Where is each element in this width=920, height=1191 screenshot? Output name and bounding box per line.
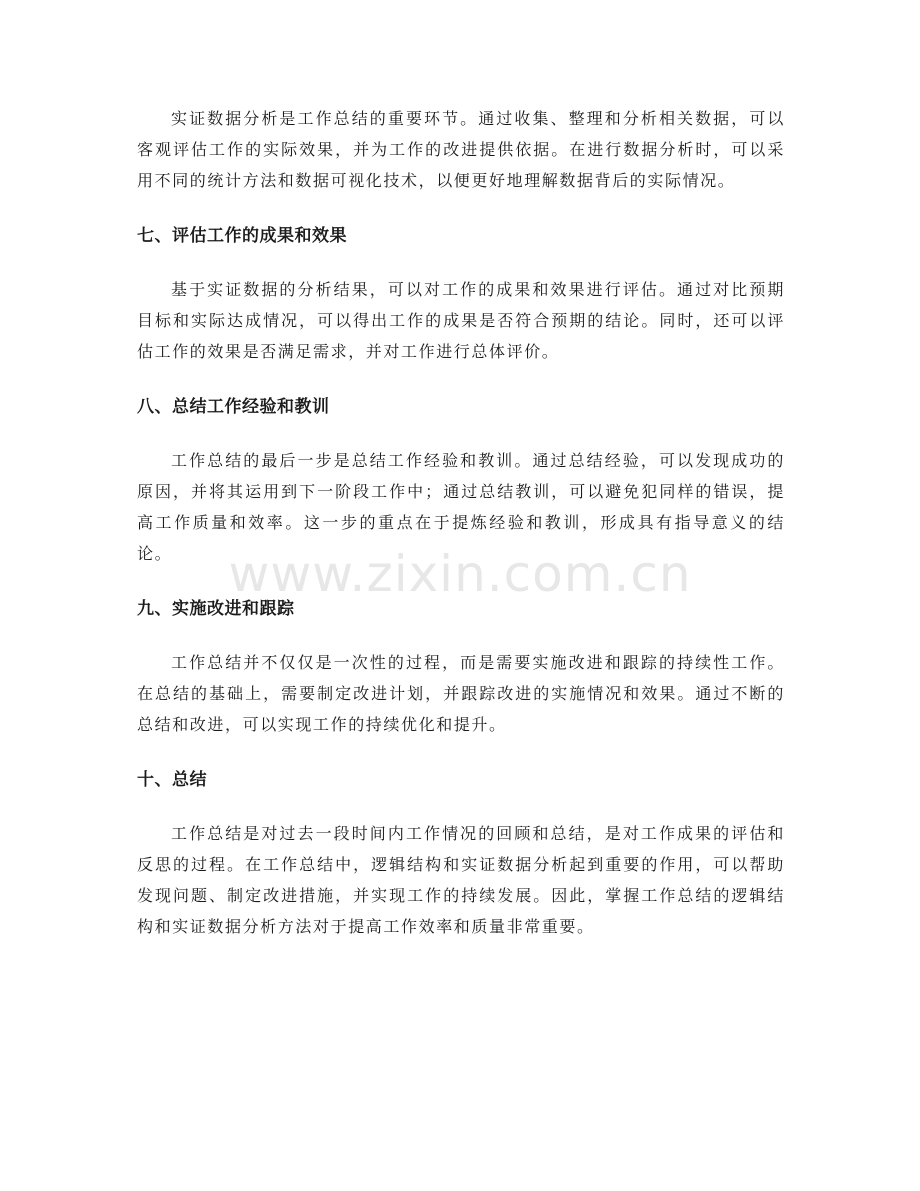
section-body-7: 基于实证数据的分析结果，可以对工作的成果和效果进行评估。通过对比预期目标和实际达成情况，可以得出工作的成果是否符合预期的结论。同时，还可以评估工作的效果是否满足需求，并对工作进行总体评价。: [137, 280, 785, 361]
section-body-9: 工作总结并不仅仅是一次性的过程，而是需要实施改进和跟踪的持续性工作。在总结的基础上，需要制定改进计划，并跟踪改进的实施情况和效果。通过不断的总结和改进，可以实现工作的持续优化和提升。: [137, 653, 785, 734]
intro-paragraph: 实证数据分析是工作总结的重要环节。通过收集、整理和分析相关数据，可以客观评估工作的实际效果，并为工作的改进提供依据。在进行数据分析时，可以采用不同的统计方法和数据可视化技术，以便更好地理解数据背后的实际情况。: [137, 109, 785, 190]
section-heading-10: 十、总结: [137, 770, 207, 790]
section-body-10: 工作总结是对过去一段时间内工作情况的回顾和总结，是对工作成果的评估和反思的过程。在工作总结中，逻辑结构和实证数据分析起到重要的作用，可以帮助发现问题、制定改进措施，并实现工作的持续发展。因此，掌握工作总结的逻辑结构和实证数据分析方法对于提高工作效率和质量非常重要。: [137, 824, 785, 936]
document-body: [137, 103, 785, 942]
section-heading-7: 七、评估工作的成果和效果: [137, 226, 347, 246]
section-heading-9: 九、实施改进和跟踪: [137, 599, 295, 619]
section-heading-8: 八、总结工作经验和教训: [137, 397, 330, 417]
watermark-text: www.zixin.com.cn: [228, 545, 692, 603]
section-body-8: 工作总结的最后一步是总结工作经验和教训。通过总结经验，可以发现成功的原因，并将其运用到下一阶段工作中；通过总结教训，可以避免犯同样的错误，提高工作质量和效率。这一步的重点在于提炼经验和教训，形成具有指导意义的结论。: [137, 451, 785, 563]
